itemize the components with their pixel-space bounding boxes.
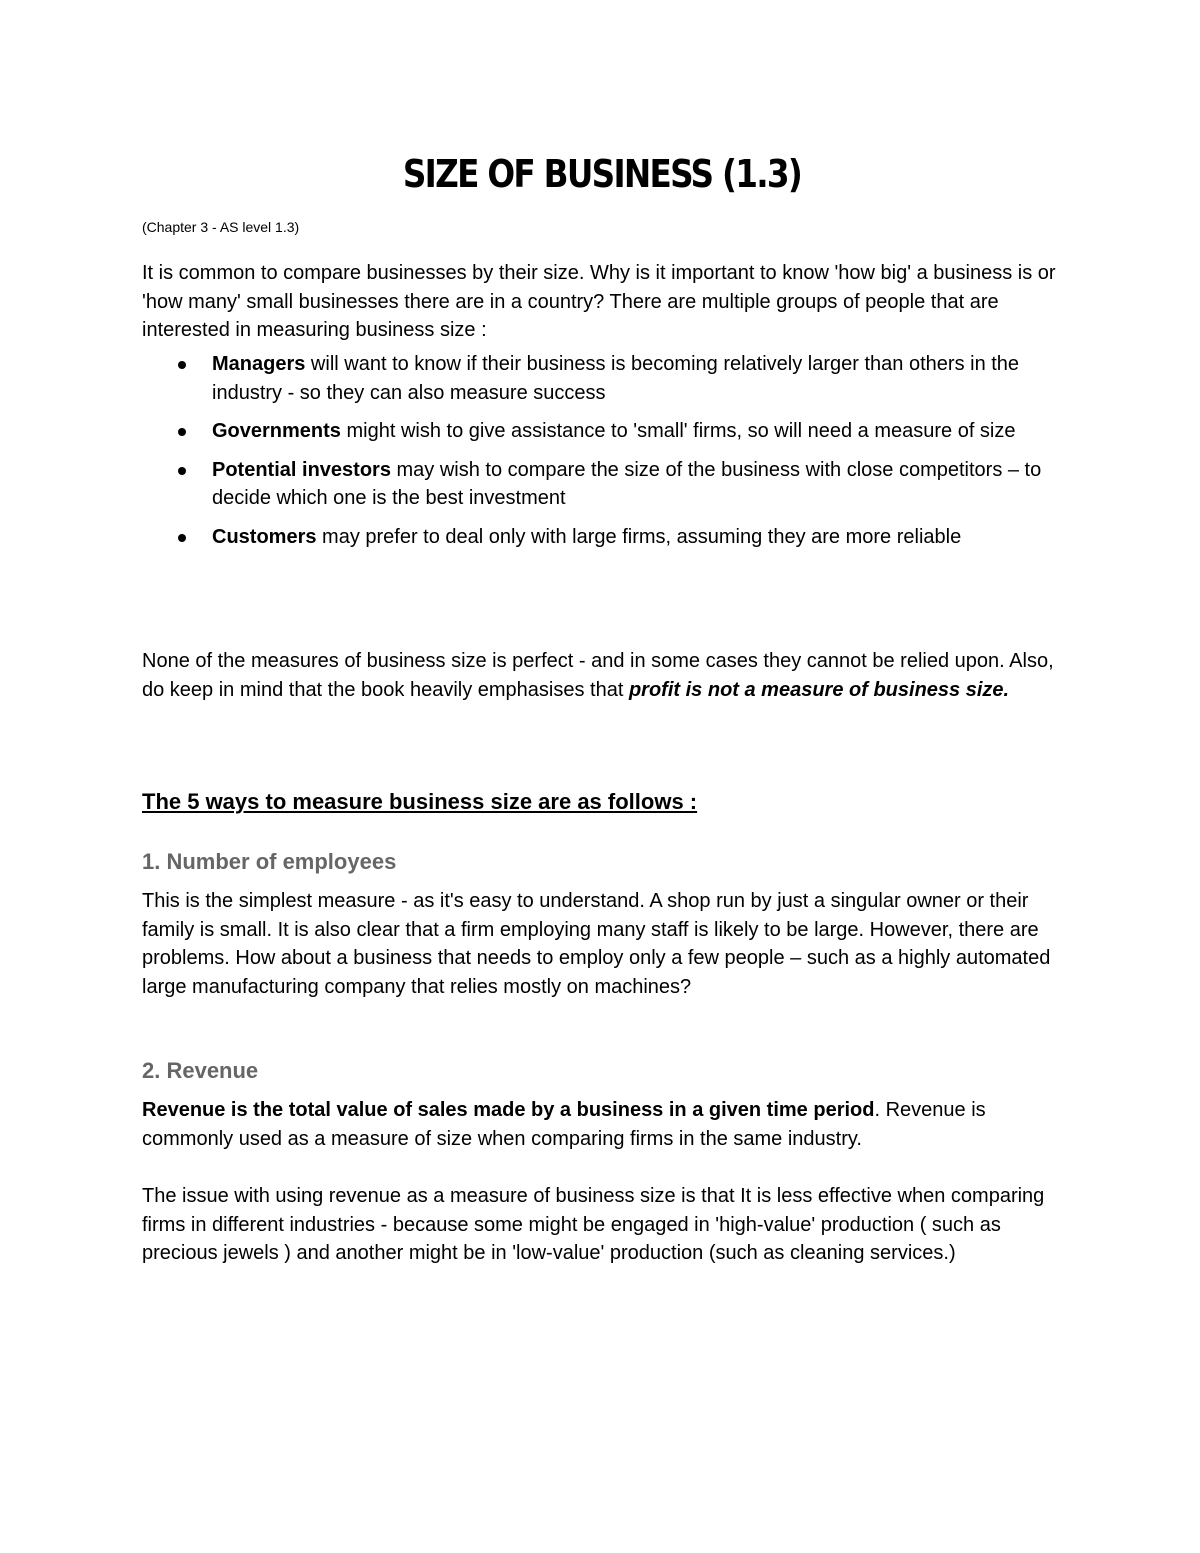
interested-groups-list bbox=[142, 350, 1062, 561]
employees-paragraph: This is the simplest measure - as it's easy to understand. A shop run by just a singular owner or their family is small. It is also clear that a firm employing many staff is likely to be large. However, there are problems. How about a business that needs to employ only a few people – such as a highly automated large manufacturing company that relies mostly on machines? bbox=[142, 890, 1051, 998]
bullet-icon bbox=[178, 467, 186, 475]
bullet-icon bbox=[178, 428, 186, 436]
list-item-customers bbox=[142, 523, 1062, 552]
bullet-term: Governments bbox=[212, 420, 341, 442]
bullet-text: might wish to give assistance to 'small' firms, so will need a measure of size bbox=[340, 420, 1016, 442]
revenue-paragraph bbox=[142, 1096, 1062, 1153]
bullet-text: may prefer to deal only with large firms, assuming they are more reliable bbox=[316, 525, 962, 548]
chapter-subtitle: (Chapter 3 - AS level 1.3) bbox=[142, 219, 300, 235]
bullet-term: Potential investors bbox=[212, 458, 391, 481]
revenue-issue-paragraph: The issue with using revenue as a measure of business size is that It is less effective when comparing firms in different industries - because some might be engaged in 'high-value' production ( such as precious jewels ) and another might be in 'low-value' production (such as cleaning services.) bbox=[142, 1185, 1045, 1264]
bullet-term: Customers bbox=[212, 525, 317, 548]
page-title: SIZE OF BUSINESS (1.3) bbox=[402, 152, 802, 196]
revenue-text: . Revenue is commonly used as a measure of size when comparing firms in the same industry. bbox=[142, 1099, 986, 1150]
bullet-term: Managers bbox=[212, 353, 306, 375]
bullet-text: will want to know if their business is becoming relatively larger than others in the industry - so they can also measure success bbox=[212, 353, 1020, 404]
measures-emphasis: profit is not a measure of business size. bbox=[628, 678, 1010, 701]
bullet-text: may wish to compare the size of the business with close competitors – to decide which one is the best investment bbox=[212, 458, 1042, 509]
revenue-definition: Revenue is the total value of sales made by a business in a given time period bbox=[142, 1099, 875, 1121]
measures-paragraph bbox=[142, 647, 1062, 704]
ways-heading: The 5 ways to measure business size are as follows : bbox=[142, 789, 698, 814]
section-heading-employees: 1. Number of employees bbox=[142, 849, 397, 874]
list-item-potential-investors bbox=[142, 456, 1062, 513]
section-heading-revenue: 2. Revenue bbox=[142, 1058, 259, 1083]
bullet-icon bbox=[178, 534, 186, 542]
list-item-managers bbox=[142, 350, 1062, 407]
intro-paragraph: It is common to compare businesses by their size. Why is it important to know 'how big' a business is or 'how many' small businesses there are in a country? There are multiple groups of people that are interested in measuring business size : bbox=[142, 262, 1056, 341]
measures-text: None of the measures of business size is perfect - and in some cases they cannot be relied upon. Also, do keep in mind that the book heavily emphasises that bbox=[142, 650, 1054, 701]
list-item-governments bbox=[142, 417, 1062, 446]
bullet-icon bbox=[178, 361, 186, 369]
